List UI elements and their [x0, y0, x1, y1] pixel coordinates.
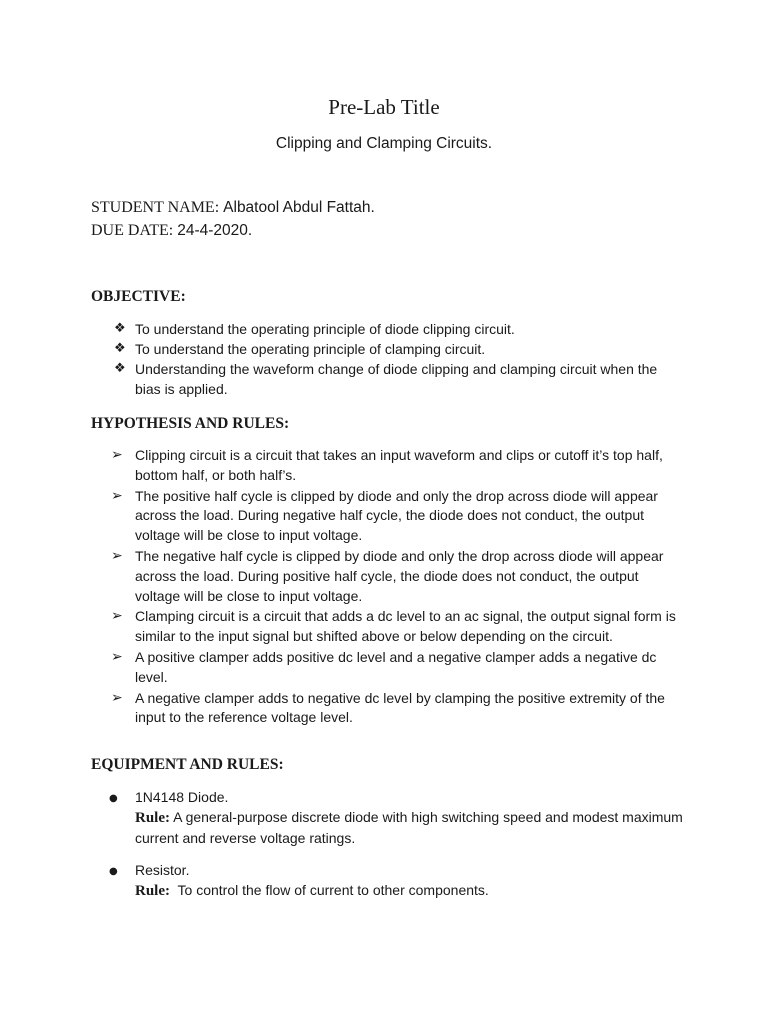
list-item — [114, 319, 685, 339]
list-item — [111, 689, 685, 729]
hypothesis-text: Clipping circuit is a circuit that takes an input waveform and clips or cutoff it’s top half, bottom half, or both half’s. — [135, 447, 663, 483]
arrow-bullet-icon: ➢ — [111, 547, 123, 564]
equipment-list — [109, 787, 685, 913]
arrow-bullet-icon: ➢ — [111, 648, 123, 665]
rule-text: To control the flow of current to other components. — [170, 882, 489, 898]
equipment-rule — [135, 807, 685, 848]
rule-label: Rule: — [135, 810, 170, 826]
rule-text: A general-purpose discrete diode with high switching speed and modest maximum current and reverse voltage ratings. — [135, 809, 683, 846]
round-bullet-icon: ● — [109, 866, 118, 877]
equipment-name: Resistor. — [135, 862, 190, 878]
arrow-bullet-icon: ➢ — [111, 689, 123, 706]
page-title: Pre-Lab Title — [328, 95, 440, 119]
list-item — [109, 787, 685, 848]
equipment-heading: EQUIPMENT AND RULES: — [91, 756, 284, 773]
list-item — [114, 359, 685, 399]
hypothesis-text: A positive clamper adds positive dc level and a negative clamper adds a negative dc level. — [135, 648, 657, 685]
equipment-name: 1N4148 Diode. — [135, 789, 229, 805]
hypothesis-text: The negative half cycle is clipped by diode and only the drop across diode will appear across the load. During positive half cycle, the diode does not conduct, the output voltage will be close to input voltage. — [135, 547, 664, 604]
objective-text: Understanding the waveform change of diode clipping and clamping circuit when the bias is applied. — [135, 361, 658, 397]
rule-label: Rule: — [135, 883, 170, 899]
student-name-value: Albatool Abdul Fattah. — [223, 199, 375, 216]
list-item — [114, 339, 685, 359]
hypothesis-heading: HYPOTHESIS AND RULES: — [91, 415, 290, 432]
hypothesis-text: Clamping circuit is a circuit that adds a dc level to an ac signal, the output signal form is similar to the input signal but shifted above or below depending on the circuit. — [135, 608, 676, 645]
list-item — [111, 607, 685, 647]
student-name-line — [91, 197, 375, 219]
objective-heading: OBJECTIVE: — [91, 288, 186, 305]
hypothesis-text: A negative clamper adds to negative dc level by clamping the positive extremity of the input to the reference voltage level. — [135, 689, 665, 726]
diamond-bullet-icon: ❖ — [114, 341, 126, 356]
due-date-line — [91, 220, 252, 242]
due-date-value: 24-4-2020. — [177, 222, 253, 239]
diamond-bullet-icon: ❖ — [114, 361, 126, 376]
list-item — [109, 860, 685, 901]
list-item — [111, 487, 685, 546]
list-item — [111, 648, 685, 688]
round-bullet-icon: ● — [109, 793, 118, 804]
equipment-rule — [135, 880, 685, 901]
objective-text: To understand the operating principle of diode clipping circuit. — [135, 321, 515, 337]
arrow-bullet-icon: ➢ — [111, 487, 123, 504]
arrow-bullet-icon: ➢ — [111, 447, 123, 463]
objective-list — [114, 319, 685, 399]
objective-text: To understand the operating principle of clamping circuit. — [135, 341, 486, 357]
student-name-label: STUDENT NAME: — [91, 199, 220, 216]
list-item — [111, 547, 685, 606]
hypothesis-list — [111, 446, 685, 729]
hypothesis-text: The positive half cycle is clipped by diode and only the drop across diode will appear across the load. During negative half cycle, the diode does not conduct, the output voltage will be close to input voltage. — [135, 487, 658, 544]
arrow-bullet-icon: ➢ — [111, 608, 123, 625]
diamond-bullet-icon: ❖ — [114, 321, 126, 336]
page-subtitle: Clipping and Clamping Circuits. — [275, 135, 493, 152]
list-item — [111, 446, 685, 486]
due-date-label: DUE DATE: — [91, 222, 174, 239]
